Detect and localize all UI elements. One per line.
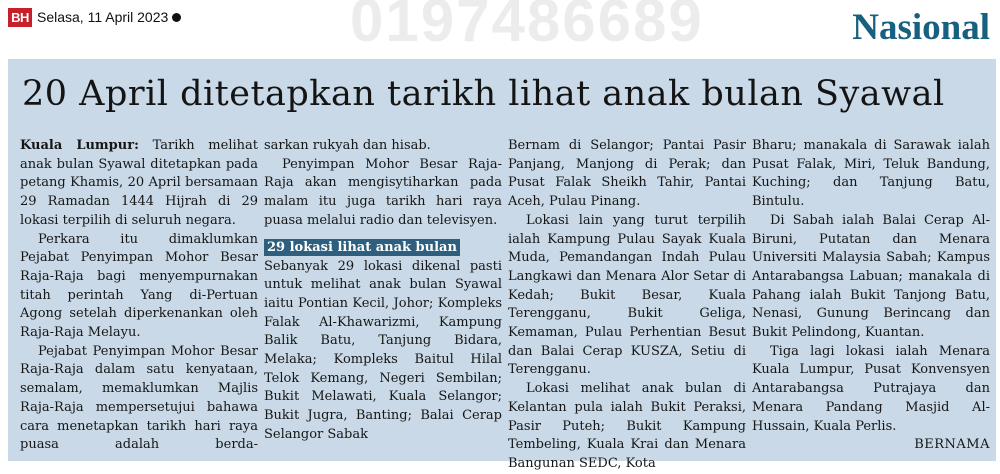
byline: BERNAMA (914, 437, 990, 453)
paragraph: Sebanyak 29 lokasi dikenal pasti untuk melihat anak bulan Syawal iaitu Pontian Kecil, Johor; Kompleks Falak Al-Khawarizmi, Kampung Balik Batu, Tanjung Bidara, Melaka; Kompleks Baitul Hilal Telok Kemang, Negeri Sembilan; Bukit Melawati, Kuala Selangor; Bukit Jugra, Banting; Balai Cerap Selangor Sabak (264, 258, 502, 442)
paragraph: Lokasi lain yang turut terpilih ialah Kampung Pulau Sayak Kuala Muda, Pemandangan Indah Pulau Langkawi dan Menara Alor Setar di Kedah; Bukit Besar, Kuala Terengganu, Bukit Geliga, Kemaman, Pulau Perhentian Besut dan Balai Cerap KUSZA, Setiu di Terengganu. (508, 212, 746, 378)
paragraph: Penyimpan Mohor Besar Raja-Raja akan mengisytiharkan pada malam itu juga tarikh hari raya puasa melalui radio dan televisyen. (264, 156, 502, 228)
paragraph (20, 137, 258, 231)
bh-logo: BH (8, 8, 32, 27)
article-panel (8, 59, 996, 471)
subheading: 29 lokasi lihat anak bulan (264, 239, 460, 256)
paragraph: Di Sabah ialah Balai Cerap Al-Biruni, Putatan dan Menara Universiti Malaysia Sabah; Kampus Antarabangsa Labuan; manakala di Pahang ialah Bukit Tanjong Batu, Nenasi, Gunung Berincang dan Bukit Pelindong, Kuantan. (752, 212, 990, 341)
article-column-4 (752, 137, 990, 455)
paragraph: Pejabat Penyimpan Mohor Besar Raja-Raja dalam satu kenyataan, semalam, memaklumkan Majlis Raja-Raja mempersetujui bahawa cara menetapkan tarikh hari raya puasa adalah berda- (20, 343, 258, 453)
issue-date: Selasa, 11 April 2023 (37, 9, 169, 25)
paragraph-text: Tarikh melihat anak bulan Syawal ditetapkan pada petang Khamis, 20 April bersamaan 29 Ramadan 1444 Hijrah di 29 lokasi terpilih di seluruh negara. (20, 138, 258, 228)
article-column-1 (20, 137, 258, 455)
bullet-dot-icon (172, 13, 181, 22)
article-column-2 (264, 137, 502, 445)
paragraph: Perkara itu dimaklumkan Pejabat Penyimpan Mohor Besar Raja-Raja bagi menyempurnakan titah perintah Yang di-Pertuan Agong setelah diperkenankan oleh Raja-Raja Melayu. (20, 231, 258, 341)
headline: 20 April ditetapkan tarikh lihat anak bulan Syawal (22, 74, 945, 114)
subhead-wrap (264, 231, 502, 258)
paragraph-continued: Bernam di Selangor; Pantai Pasir Panjang, Manjong di Perak; dan Pusat Falak Sheikh Tahir, Pantai Aceh, Pulau Pinang. (508, 138, 746, 210)
article-column-3 (508, 137, 746, 474)
paragraph-continued: Bharu; manakala di Sarawak ialah Pusat Falak, Miri, Teluk Bandung, Kuching; dan Tanjung Batu, Bintulu. (752, 138, 990, 210)
dateline: Kuala Lumpur: (20, 138, 139, 153)
page-header (0, 0, 1000, 56)
paragraph: Tiga lagi lokasi ialah Menara Kuala Lumpur, Pusat Konvensyen Antarabangsa Putrajaya dan Menara Pandang Masjid Al-Hussain, Kuala Perlis. (752, 343, 990, 434)
section-title: Nasional (852, 7, 990, 48)
paragraph-continued: sarkan rukyah dan hisab. (264, 138, 431, 153)
watermark: 0197486689 (350, 0, 704, 54)
paragraph: Lokasi melihat anak bulan di Kelantan pula ialah Bukit Peraksi, Pasir Puteh; Bukit Kampung Tembeling, Kuala Krai dan Menara Bangunan SEDC, Kota (508, 381, 746, 471)
